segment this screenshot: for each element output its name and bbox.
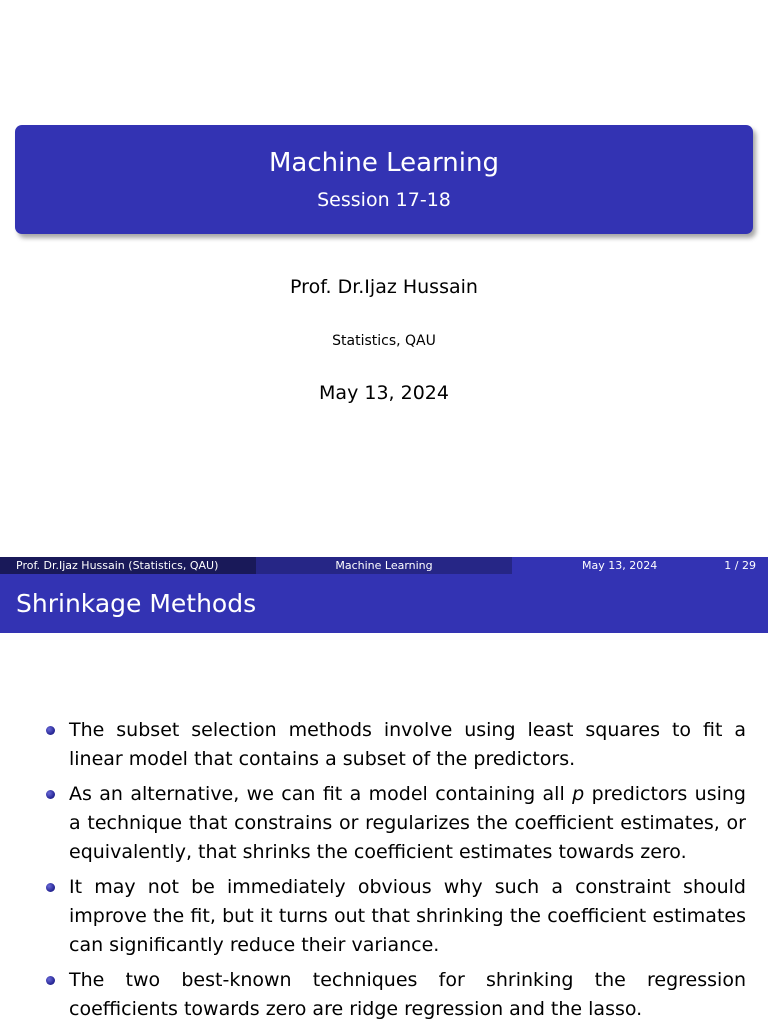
bullet-dot-icon: [46, 726, 55, 735]
footline-date: May 13, 2024: [582, 559, 658, 572]
title-block: [15, 125, 753, 234]
frame-title: Shrinkage Methods: [16, 589, 257, 618]
bullet-item: [0, 966, 768, 1024]
presentation-subtitle: Session 17-18: [317, 189, 451, 211]
frame-body: [0, 633, 768, 1024]
institute-name: Statistics, QAU: [332, 333, 436, 349]
presentation-date: May 13, 2024: [319, 382, 449, 404]
bullet-text: The subset selection methods involve using least squares to fit a linear model that contains a subset of the predictors.: [69, 719, 746, 770]
bullet-list: [0, 716, 768, 1024]
footline-author-section: [0, 557, 256, 574]
bullet-text: It may not be immediately obvious why such a constraint should improve the fit, but it turns out that shrinking the coefficient estimates can significantly reduce their variance.: [69, 876, 746, 956]
bullet-item: [0, 780, 768, 867]
bullet-dot-icon: [46, 976, 55, 985]
bullet-item: [0, 873, 768, 960]
bullet-text: The two best-known techniques for shrinking the regression coefficients towards zero are ridge regression and the lasso.: [69, 969, 746, 1020]
author-name: Prof. Dr.Ijaz Hussain: [290, 276, 478, 298]
bullet-dot-icon: [46, 790, 55, 799]
bullet-text-before: As an alternative, we can fit a model containing all: [69, 783, 573, 805]
footline-title-section: [256, 557, 512, 574]
footline-info-section: [512, 557, 768, 574]
slide-footline: [0, 557, 768, 574]
page-number: 1 / 29: [724, 559, 756, 572]
footline-author: Prof. Dr.Ijaz Hussain (Statistics, QAU): [16, 559, 219, 572]
presentation-title: Machine Learning: [269, 148, 499, 178]
bullet-text-after: predictors using a technique that constrains or regularizes the coefficient estimates, or equivalently, that shrinks the coefficient estimates towards zero.: [69, 783, 746, 863]
footline-title: Machine Learning: [335, 559, 433, 572]
bullet-item: [0, 716, 768, 774]
bullet-dot-icon: [46, 883, 55, 892]
math-variable-p: p: [572, 783, 585, 805]
frame-title-bar: [0, 574, 768, 633]
